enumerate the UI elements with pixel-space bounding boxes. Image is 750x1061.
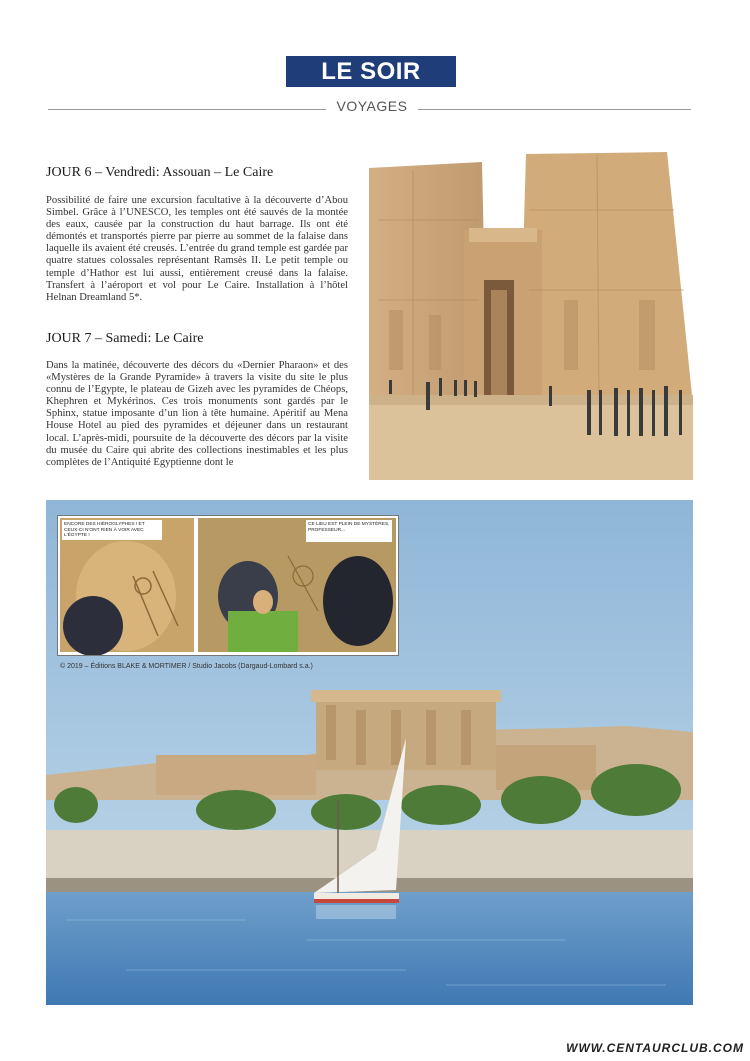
comic-balloon-1: ENCORE DES HIÉROGLYPHES ! ET CEUX-CI N'ONT RIEN À VOIR AVEC L'ÉGYPTE ! xyxy=(64,522,145,539)
section-label: VOYAGES xyxy=(336,98,408,114)
day7-heading: JOUR 7 – Samedi: Le Caire xyxy=(46,331,204,346)
watermark-url: WWW.CENTAURCLUB.COM xyxy=(566,1041,744,1055)
edfu-temple-photo xyxy=(369,150,693,480)
day6-block xyxy=(46,165,348,181)
comic-balloon-2: CE LIEU EST PLEIN DE MYSTÈRES, PROFESSEUR... xyxy=(308,522,390,533)
day7-text-block xyxy=(46,360,348,469)
header-rule-left xyxy=(48,109,326,110)
comic-credit: © 2019 – Éditions BLAKE & MORTIMER / Studio Jacobs (Dargaud-Lombard s.a.) xyxy=(60,663,313,670)
day6-text-block xyxy=(46,195,348,304)
comic-strip-inset xyxy=(57,515,399,656)
masthead-logo: LE SOIR xyxy=(286,56,456,87)
day7-paragraph: Dans la matinée, découverte des décors du «Dernier Pharaon» et des «Mystères de la Grande Pyramide» à travers la visite du site le plus connu de l’Egypte, le plateau de Gizeh avec les pyramides de Chéops, Khephren et Mykérinos. Ces trois monuments sont gardés par le Sphinx, statue imposante d’un lion à tête humaine. Apéritif au Mena House Hotel au pied des pyramides et déjeuner dans un restaurant local. L’après-midi, poursuite de la découverte des décors par la visite du musée du Caire qui abrite des collections inestimables et les plus complètes de l’Antiquité Egyptienne dont le xyxy=(46,360,348,468)
day7-block xyxy=(46,331,348,347)
day6-paragraph: Possibilité de faire une excursion facultative à la découverte d’Abou Simbel. Grâce à l’UNESCO, les temples ont été sauvés de la montée des eaux, causée par la construction du haut barrage. Ils ont été démontés et transportés pierre par pierre au sommet de la falaise dans laquelle ils avaient été creusés. L’entrée du grand temple est gardée par quatre statues colossales représentant Ramsès II. Le petit temple ou temple d’Hathor est lui aussi, entièrement creusé dans la falaise. Transfert à l’aéroport et vol pour Le Caire. Installation à l’hôtel Helnan Dreamland 5*. xyxy=(46,195,348,303)
day6-heading: JOUR 6 – Vendredi: Assouan – Le Caire xyxy=(46,165,274,180)
header-rule-right xyxy=(418,109,691,110)
